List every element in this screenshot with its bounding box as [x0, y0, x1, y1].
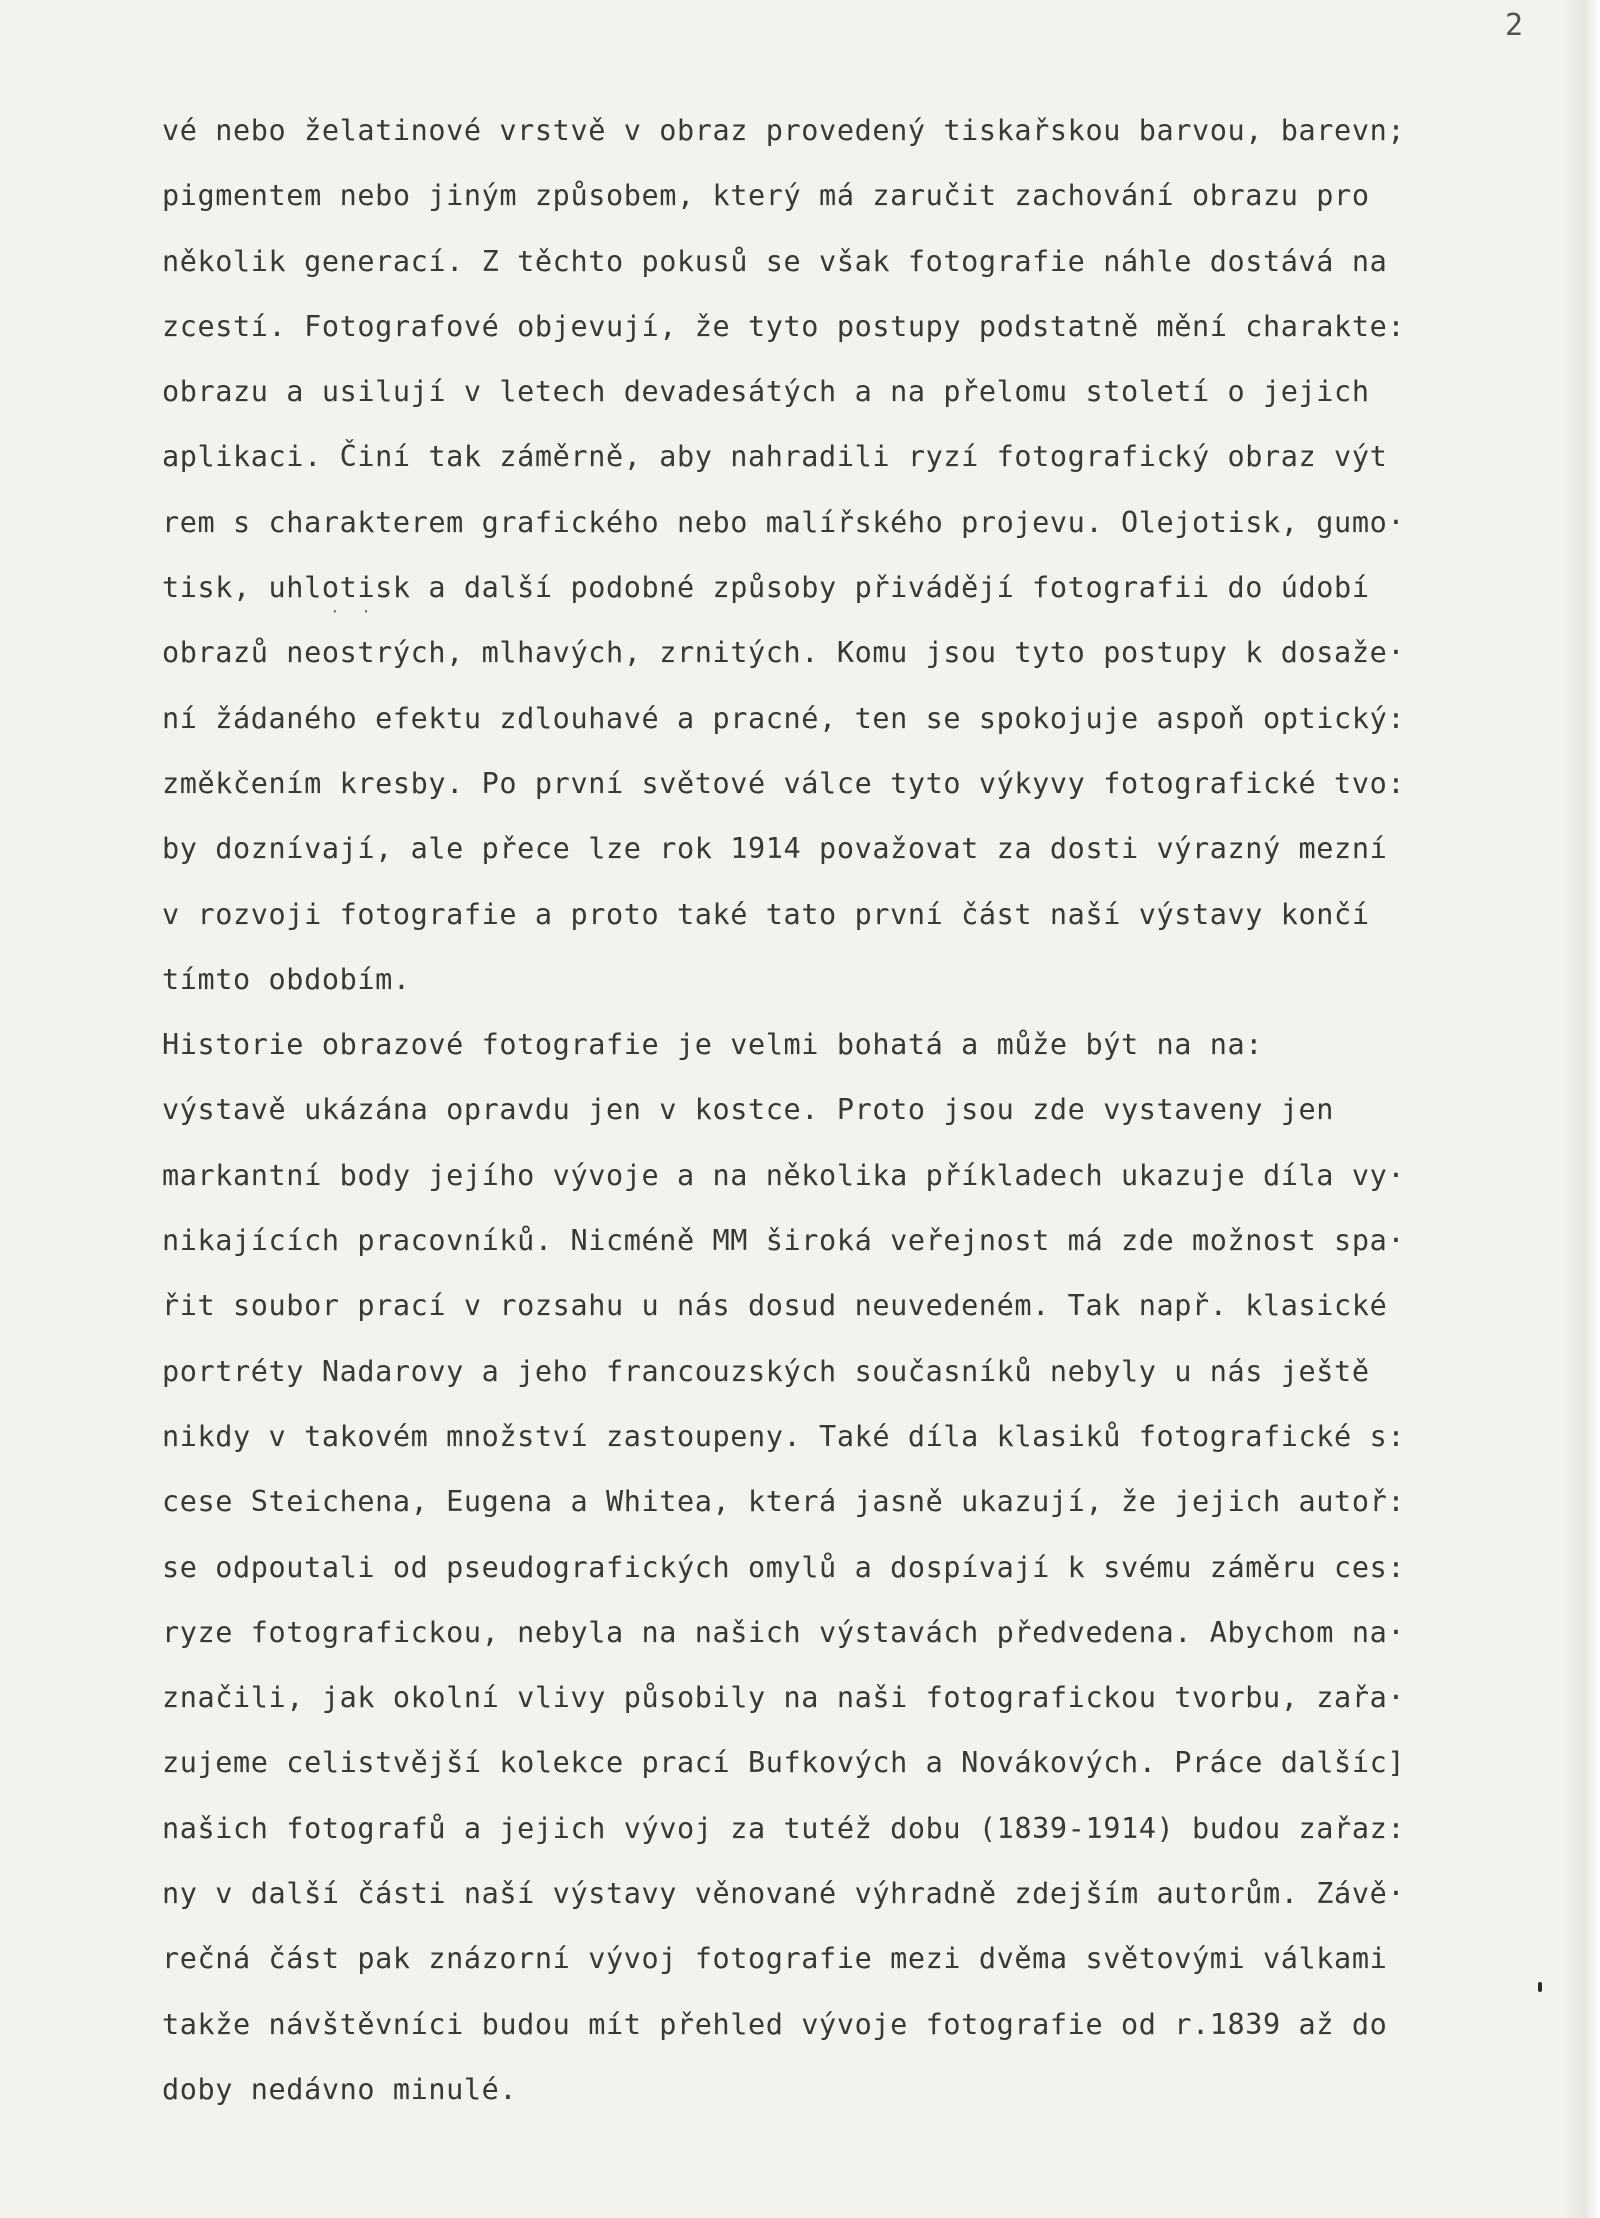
text-line: doby nedávno minulé.	[162, 2072, 518, 2106]
text-line: ní žádaného efektu zdlouhavé a pracné, ten se spokojuje aspoň optický:	[162, 701, 1406, 735]
paragraph-2	[162, 1012, 1572, 2122]
text-line: nikdy v takovém množství zastoupeny. Také díla klasiků fotografické s:	[162, 1419, 1406, 1453]
text-line: se odpoutali od pseudografických omylů a dospívají k svému záměru ces:	[162, 1550, 1406, 1584]
typewritten-text	[162, 98, 1572, 2122]
ink-specks: · ·	[330, 602, 377, 621]
text-line: rečná část pak znázorní vývoj fotografie mezi dvěma světovými válkami	[162, 1942, 1388, 1976]
text-line: portréty Nadarovy a jeho francouzských současníků nebyly u nás ještě	[162, 1354, 1370, 1388]
text-line: pigmentem nebo jiným způsobem, který má zaručit zachování obrazu pro	[162, 179, 1370, 213]
text-line: Historie obrazové fotografie je velmi bohatá a může být na na:	[162, 1028, 1264, 1062]
text-line: obrazů neostrých, mlhavých, zrnitých. Komu jsou tyto postupy k dosaže·	[162, 636, 1406, 670]
text-line: změkčením kresby. Po první světové válce tyto výkyvy fotografické tvo:	[162, 766, 1406, 800]
text-line: několik generací. Z těchto pokusů se však fotografie náhle dostává na	[162, 244, 1388, 278]
text-line: ryze fotografickou, nebyla na našich výstavách předvedena. Abychom na·	[162, 1615, 1406, 1649]
text-line: cese Steichena, Eugena a Whitea, která jasně ukazují, že jejich autoř:	[162, 1485, 1406, 1519]
text-line: vé nebo želatinové vrstvě v obraz provedený tiskařskou barvou, barevn;	[162, 114, 1406, 147]
text-line: výstavě ukázána opravdu jen v kostce. Proto jsou zde vystaveny jen	[162, 1093, 1335, 1127]
paragraph-1	[162, 98, 1572, 1012]
text-line: aplikaci. Činí tak záměrně, aby nahradili ryzí fotografický obraz výt	[162, 440, 1388, 474]
text-line: zcestí. Fotografové objevují, že tyto postupy podstatně mění charakte:	[162, 309, 1406, 343]
text-line: rem s charakterem grafického nebo malířského projevu. Olejotisk, gumo·	[162, 505, 1406, 539]
text-line: zujeme celistvější kolekce prací Bufkových a Novákových. Práce dalšíc]	[162, 1746, 1406, 1780]
text-line: značili, jak okolní vlivy působily na naši fotografickou tvorbu, zařa·	[162, 1681, 1406, 1715]
text-line: takže návštěvníci budou mít přehled vývoje fotografie od r.1839 až do	[162, 2007, 1388, 2041]
text-line: řit soubor prací v rozsahu u nás dosud neuvedeném. Tak např. klasické	[162, 1289, 1388, 1323]
text-line: obrazu a usilují v letech devadesátých a na přelomu století o jejich	[162, 375, 1370, 409]
text-line: tímto obdobím.	[162, 962, 411, 996]
text-line: by doznívají, ale přece lze rok 1914 považovat za dosti výrazný mezní	[162, 832, 1388, 866]
text-line: markantní body jejího vývoje a na několika příkladech ukazuje díla vy·	[162, 1158, 1406, 1192]
text-line: našich fotografů a jejich vývoj za tutéž dobu (1839-1914) budou zařaz:	[162, 1811, 1406, 1845]
text-line: tisk, uhlotisk a další podobné způsoby přivádějí fotografii do údobí	[162, 571, 1370, 605]
text-line: v rozvoji fotografie a proto také tato první část naší výstavy končí	[162, 897, 1370, 931]
ink-blot	[1538, 1982, 1542, 1992]
page-number: 2	[1505, 8, 1524, 43]
text-line: ny v další části naší výstavy věnované výhradně zdejším autorům. Závě·	[162, 1877, 1406, 1911]
text-line: nikajících pracovníků. Nicméně MM široká veřejnost má zde možnost spa·	[162, 1224, 1406, 1258]
